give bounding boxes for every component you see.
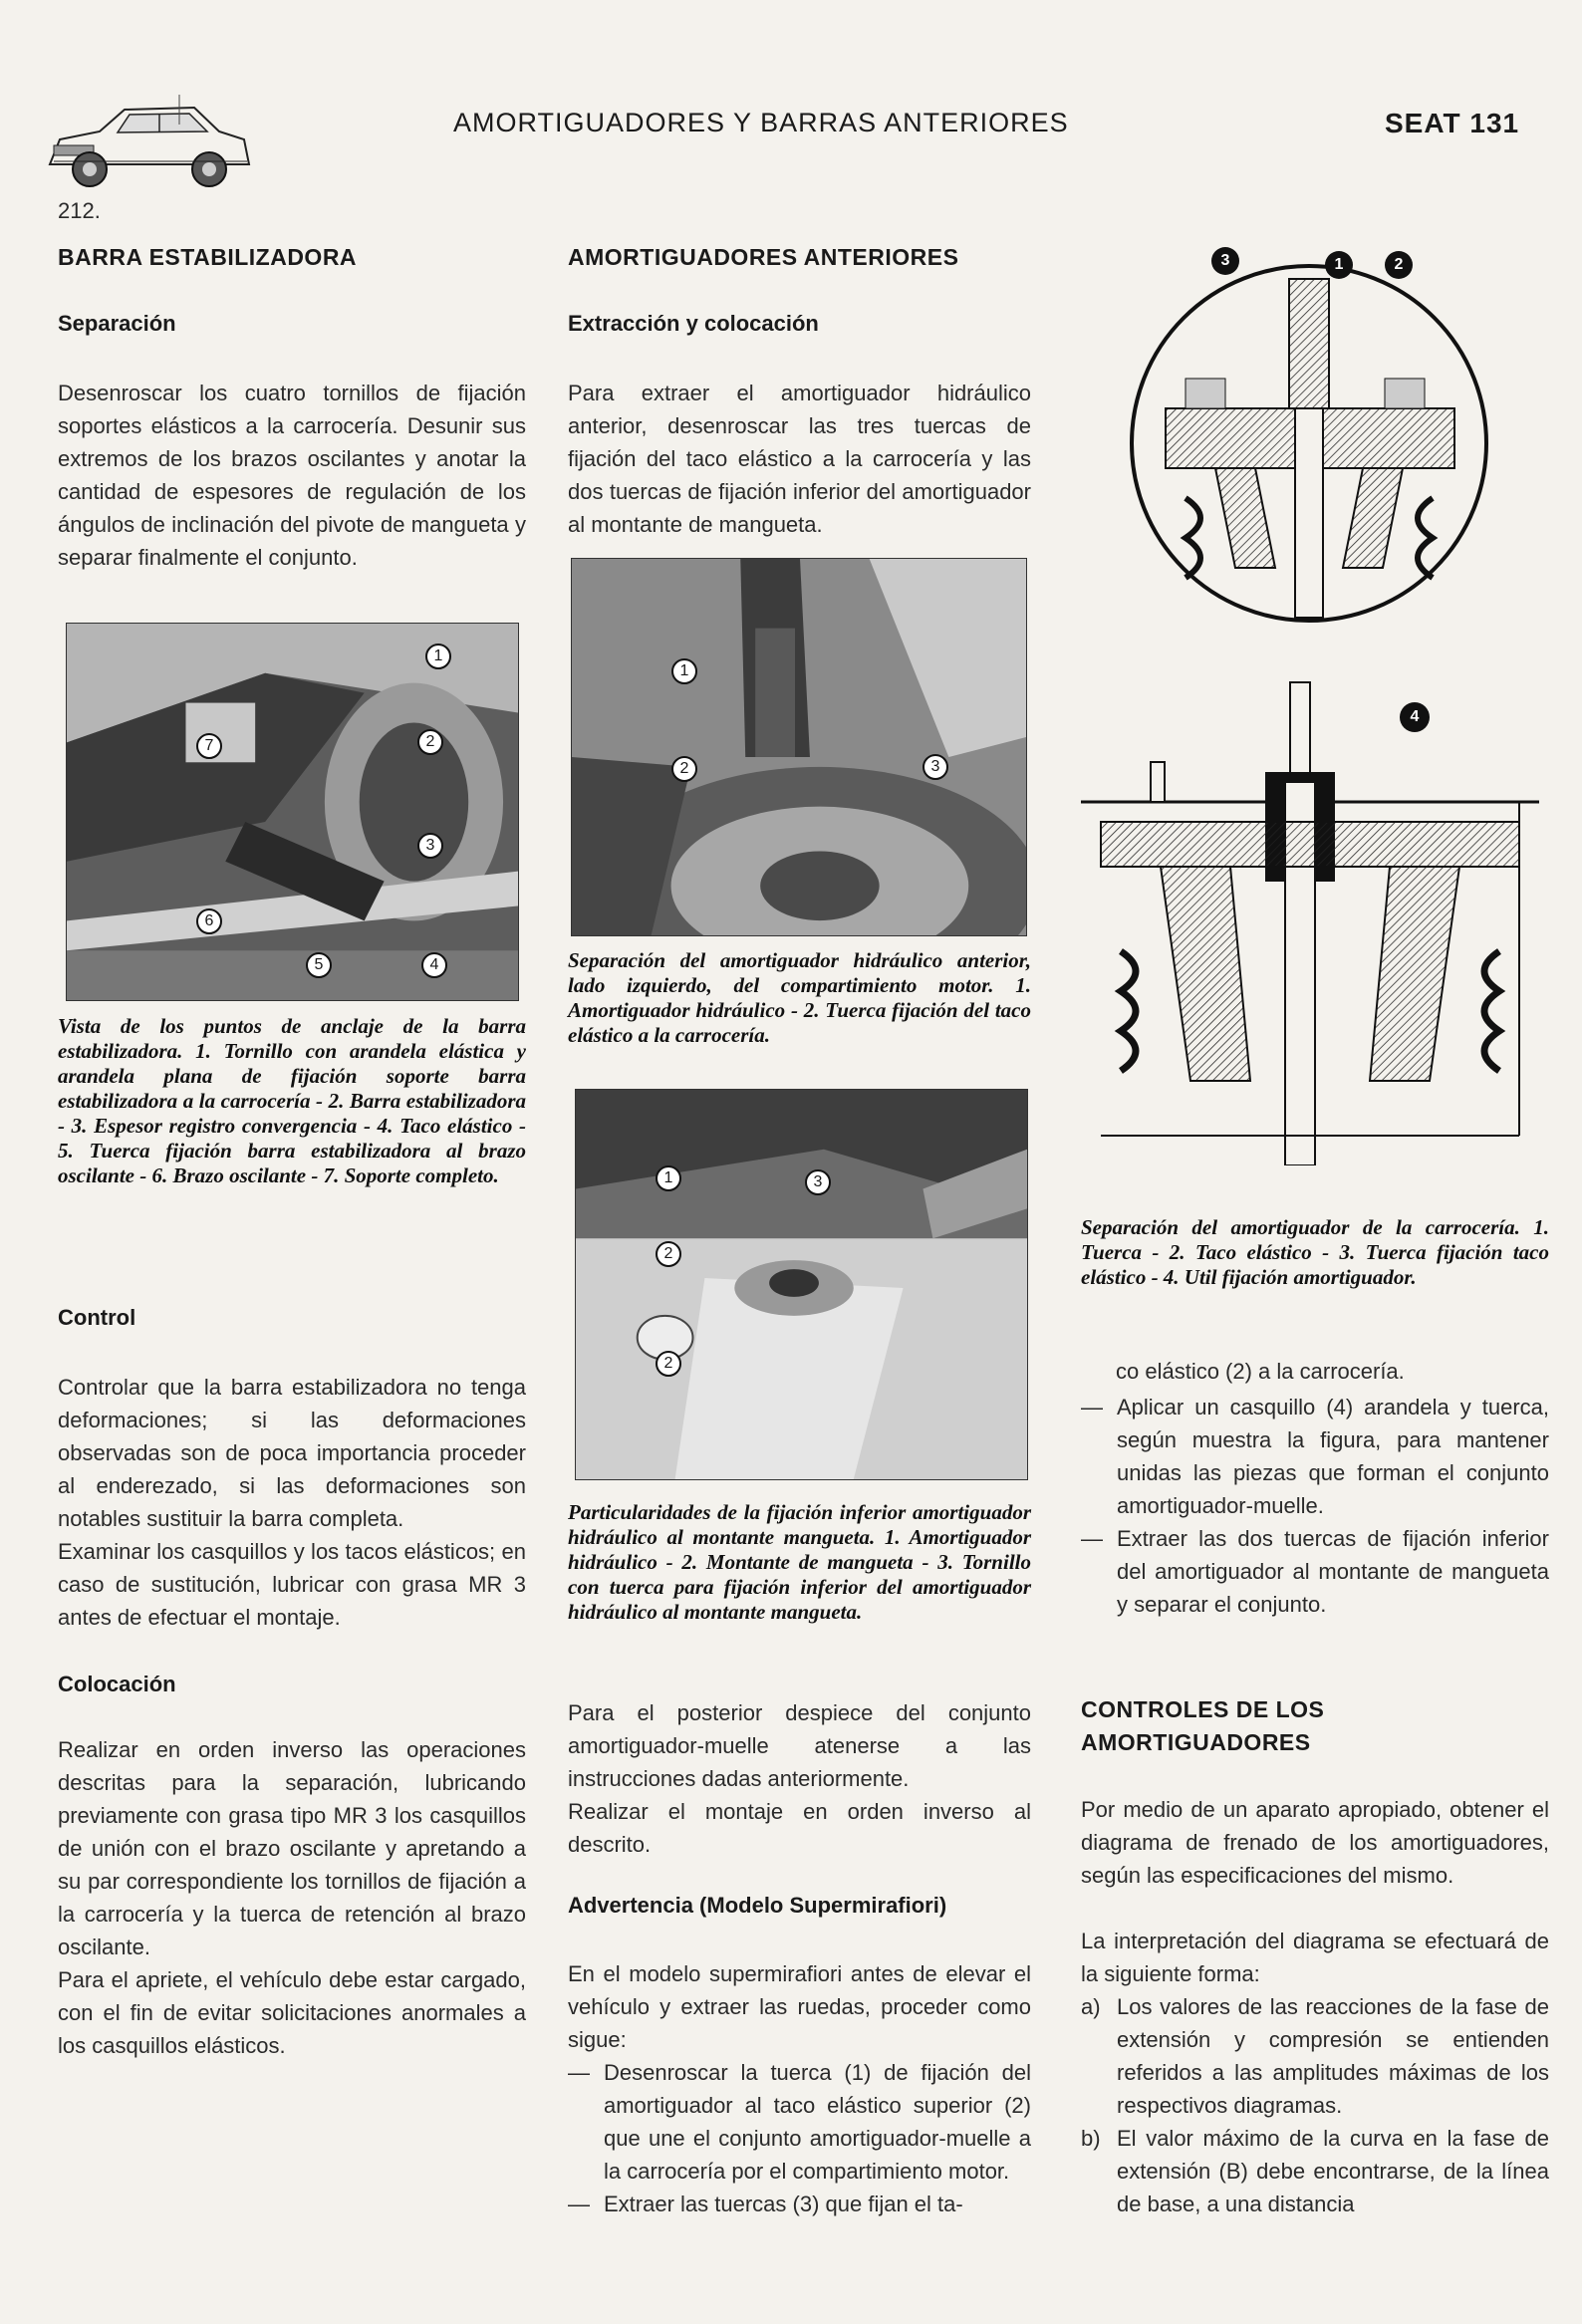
- paragraph-controles-b: La interpretación del diagrama se efectuará de la siguiente forma:: [1081, 1929, 1549, 1986]
- caption-lower-mount: Particularidades de la fijación inferior amortiguador hidráulico al montante mangueta. 1. Amortiguador hidráulico - 2. Montante de mangueta - 3. Tornillo con tuerca para fijación inferior del amortiguador hidráulico al montante mangueta.: [568, 1500, 1031, 1624]
- photo-label: 2: [656, 1351, 681, 1377]
- paragraph-montaje: Realizar el montaje en orden inverso al descrito.: [568, 1799, 1031, 1857]
- photo-label: 5: [306, 952, 332, 978]
- section-title-amortiguadores: AMORTIGUADORES ANTERIORES: [568, 244, 959, 270]
- subheading-advertencia: Advertencia (Modelo Supermirafiori): [568, 1893, 947, 1918]
- paragraph-advertencia: En el modelo supermirafiori antes de elevar el vehículo y extraer las ruedas, proceder como sigue:: [568, 1961, 1031, 2052]
- photo-anchor-points: [66, 623, 519, 1001]
- photo-label: 3: [805, 1169, 831, 1195]
- diagram-fixing-tool: [1081, 662, 1539, 1165]
- photo-label: 4: [421, 952, 447, 978]
- diagram-label: 3: [1211, 247, 1239, 275]
- section-title-controles: CONTROLES DE LOS AMORTIGUADORES: [1081, 1696, 1325, 1755]
- page-header-brand: SEAT 131: [1385, 108, 1520, 138]
- subheading-separacion: Separación: [58, 311, 176, 336]
- diagram-top-mount-circle: [1126, 239, 1492, 652]
- paragraph-colocacion-a: Realizar en orden inverso las operaciones descritas para la separación, lubricando previamente con grasa tipo MR 3 los casquillos de unión con el brazo oscilante y apretando a su par correspondiente los tornillos de fijación a la carrocería y la tuerca de retención al brazo oscilante.: [58, 1737, 526, 1959]
- photo-shock-removal: [571, 558, 1027, 936]
- car-logo-icon: [30, 70, 259, 209]
- photo-label: 1: [656, 1165, 681, 1191]
- photo-label: 1: [671, 658, 697, 684]
- photo-label: 7: [196, 733, 222, 759]
- photo-label: 2: [656, 1241, 681, 1267]
- page-number: 212.: [58, 198, 101, 223]
- photo-lower-mount: [575, 1089, 1028, 1480]
- paragraph-controles-a: Por medio de un aparato apropiado, obtener el diagrama de frenado de los amortiguadores, según las especificaciones del mismo.: [1081, 1797, 1549, 1888]
- subheading-extraccion: Extracción y colocación: [568, 311, 819, 336]
- caption-anchor-points: Vista de los puntos de anclaje de la barra estabilizadora. 1. Tornillo con arandela elástica y arandela plana de fijación soporte barra estabilizadora a la carrocería - 2. Barra estabilizadora - 3. Espesor registro convergencia - 4. Taco elástico - 5. Tuerca fijación barra estabilizadora al brazo oscilante - 6. Brazo oscilante - 7. Soporte completo.: [58, 1014, 526, 1187]
- paragraph-continued: co elástico (2) a la carrocería.: [1116, 1359, 1405, 1384]
- page-header-title: AMORTIGUADORES Y BARRAS ANTERIORES: [453, 108, 1069, 137]
- list-item: b) El valor máximo de la curva en la fase de extensión (B) debe encontrarse, de la línea de base, a una distancia: [1081, 2126, 1549, 2216]
- diagram-label: 1: [1325, 251, 1353, 279]
- paragraph-despiece: Para el posterior despiece del conjunto amortiguador-muelle atenerse a las instrucciones dadas anteriormente.: [568, 1700, 1031, 1791]
- photo-label: 6: [196, 908, 222, 934]
- list-tool-steps: [1081, 1391, 1549, 1621]
- section-title-barra: BARRA ESTABILIZADORA: [58, 244, 358, 270]
- caption-shock-removal: Separación del amortiguador hidráulico anterior, lado izquierdo, del compartimiento motor. 1. Amortiguador hidráulico - 2. Tuerca fijación del taco elástico a la carrocería.: [568, 948, 1031, 1047]
- list-advertencia-steps: [568, 2056, 1031, 2220]
- paragraph-control-a: Controlar que la barra estabilizadora no tenga deformaciones; si las deformaciones observadas son de poca importancia proceder al enderezado, si las deformaciones son notables sustituir la barra completa.: [58, 1375, 526, 1531]
- photo-label: 2: [417, 729, 443, 755]
- paragraph-extraccion: Para extraer el amortiguador hidráulico anterior, desenroscar las tres tuercas de fijación del taco elástico a la carrocería y las dos tuercas de fijación inferior del amortiguador al montante de mangueta.: [568, 381, 1031, 537]
- subheading-colocacion: Colocación: [58, 1672, 176, 1696]
- subheading-control: Control: [58, 1305, 136, 1330]
- photo-label: 2: [671, 756, 697, 782]
- caption-fixing-tool: Separación del amortiguador de la carrocería. 1. Tuerca - 2. Taco elástico - 3. Tuerca fijación taco elástico - 4. Util fijación amortiguador.: [1081, 1215, 1549, 1289]
- list-item: a) Los valores de las reacciones de la fase de extensión y compresión se entienden referidos a las amplitudes máximas de los respectivos diagramas.: [1081, 1994, 1549, 2118]
- diagram-label: 4: [1400, 702, 1430, 732]
- list-item: — Extraer las dos tuercas de fijación inferior del amortiguador al montante de mangueta y separar el conjunto.: [1081, 1522, 1549, 1621]
- photo-label: 1: [425, 644, 451, 669]
- list-item: — Desenroscar la tuerca (1) de fijación del amortiguador al taco elástico superior (2) que une el conjunto amortiguador-muelle a la carrocería por el compartimiento motor.: [568, 2056, 1031, 2188]
- list-interpretation: [1081, 1990, 1549, 2220]
- diagram-label: 2: [1385, 251, 1413, 279]
- paragraph-control-b: Examinar los casquillos y los tacos elásticos; en caso de sustitución, lubricar con grasa MR 3 antes de efectuar el montaje.: [58, 1539, 526, 1630]
- photo-label: 3: [417, 833, 443, 859]
- paragraph-colocacion-b: Para el apriete, el vehículo debe estar cargado, con el fin de evitar solicitaciones anormales a los casquillos elásticos.: [58, 1967, 526, 2058]
- paragraph-separacion: Desenroscar los cuatro tornillos de fijación soportes elásticos a la carrocería. Desunir sus extremos de los brazos oscilantes y anotar la cantidad de espesores de regulación de los ángulos de inclinación del pivote de mangueta y separar finalmente el conjunto.: [58, 381, 526, 570]
- list-item: — Aplicar un casquillo (4) arandela y tuerca, según muestra la figura, para mantener unidas las piezas que forman el conjunto amortiguador-muelle.: [1081, 1391, 1549, 1522]
- photo-label: 3: [923, 754, 948, 780]
- list-item: — Extraer las tuercas (3) que fijan el ta-: [568, 2188, 1031, 2220]
